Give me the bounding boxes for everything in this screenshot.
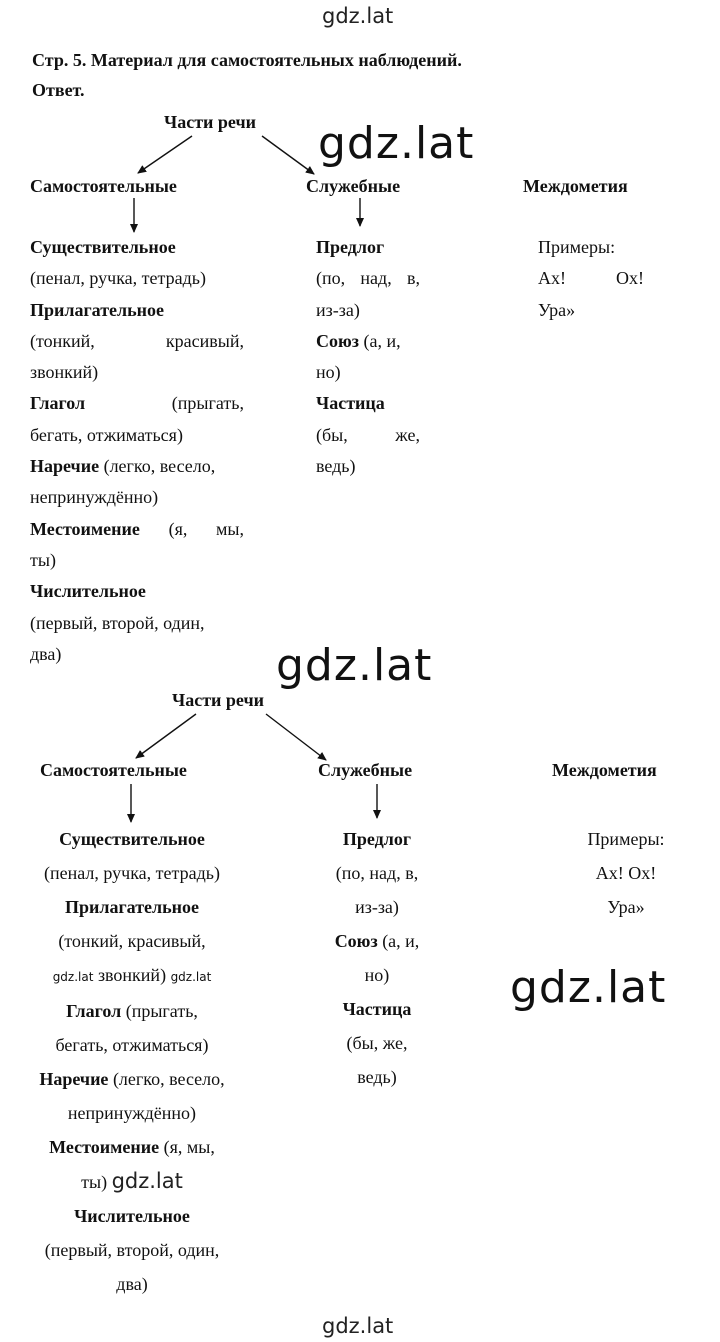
diagram2-preposition-example-line1: (по, над, в,	[335, 863, 419, 883]
watermark-large-1: gdz.lat	[318, 118, 475, 169]
diagram2-numeral-example-line2: два)	[116, 1274, 148, 1294]
diagram1-verb-example: бегать, отжиматься)	[30, 424, 183, 445]
diagram1-conjunction-example: но)	[316, 362, 341, 383]
diagram1-adverb-example: непринуждённо)	[30, 487, 159, 508]
diagram1-adjective-example-line2: звонкий)	[30, 362, 99, 383]
diagram1-preposition-example-line2: из-за)	[316, 299, 360, 320]
diagram2-service-list	[314, 822, 440, 1094]
diagram2-verb-example: бегать, отжиматься)	[55, 1035, 209, 1055]
diagram1-particle: Частица	[316, 393, 385, 414]
diagram1-interjections-list	[538, 232, 644, 326]
watermark-top: gdz.lat	[322, 4, 394, 28]
diagram2-examples-line1: Ах! Ох!	[595, 863, 657, 883]
diagram2-noun-example: (пенал, ручка, тетрадь)	[44, 863, 220, 883]
diagram1-numeral-example-line2: два)	[30, 643, 62, 664]
diagram1-preposition-example-line1: (по, над, в,	[316, 268, 420, 289]
diagram2-particle-example-line2: ведь)	[357, 1067, 397, 1087]
diagram2-adverb-example: непринуждённо)	[67, 1103, 197, 1123]
diagram2-preposition: Предлог	[342, 829, 412, 849]
diagram1-independent-list	[30, 232, 244, 670]
watermark-large-3: gdz.lat	[510, 962, 667, 1013]
diagram1-conjunction: Союз (а, и,	[316, 330, 401, 351]
diagram1-interjections-title: Междометия	[523, 176, 628, 196]
diagram2-interjections-list	[566, 822, 686, 924]
diagram2-examples-line2: Ура»	[607, 897, 645, 917]
diagram1-particle-example-line2: ведь)	[316, 456, 356, 477]
diagram1-root: Части речи	[164, 112, 256, 132]
diagram2-independent-list	[10, 822, 254, 1301]
diagram2-examples-label: Примеры:	[587, 829, 665, 849]
diagram1-examples-line2: Ура»	[538, 299, 576, 320]
diagram1-adjective-example-line1: (тонкий, красивый,	[30, 330, 244, 351]
diagram1-noun-example: (пенал, ручка, тетрадь)	[30, 268, 206, 289]
diagram2-conjunction-example: но)	[364, 965, 390, 985]
diagram2-particle-example-line1: (бы, же,	[346, 1033, 408, 1053]
diagram2-numeral-example-line1: (первый, второй, один,	[44, 1240, 220, 1260]
diagram1-service-list	[316, 232, 420, 482]
arrow-root-to-service-2	[266, 714, 326, 760]
diagram1-pronoun: Местоимение (я, мы,	[30, 518, 244, 539]
diagram2-preposition-example-line2: из-за)	[355, 897, 399, 917]
diagram1-numeral-example-line1: (первый, второй, один,	[30, 612, 205, 633]
diagram2-conjunction: Союз (а, и,	[334, 931, 420, 951]
diagram2-root: Части речи	[172, 690, 264, 710]
diagram2-adjective: Прилагательное	[65, 897, 199, 917]
watermark-large-2: gdz.lat	[276, 640, 433, 691]
diagram1-adjective: Прилагательное	[30, 299, 164, 320]
arrow-root-to-service-1	[262, 136, 314, 174]
diagram2-noun: Существительное	[59, 829, 205, 849]
diagram2-interjections-title: Междометия	[552, 760, 657, 780]
diagram2-adjective-example-line1: (тонкий, красивый,	[58, 931, 206, 951]
diagram1-adverb: Наречие (легко, весело,	[30, 456, 216, 477]
answer-label: Ответ.	[32, 80, 85, 100]
diagram2-particle: Частица	[342, 999, 412, 1019]
arrow-root-to-independent-2	[136, 714, 196, 758]
diagram2-pronoun: Местоимение (я, мы,	[49, 1137, 215, 1157]
diagram1-examples-label: Примеры:	[538, 237, 616, 257]
diagram2-independent-title: Самостоятельные	[40, 760, 187, 780]
diagram2-adverb: Наречие (легко, весело,	[39, 1069, 225, 1089]
diagram1-preposition: Предлог	[316, 237, 385, 257]
diagram2-pronoun-example: ты) gdz.lat	[81, 1169, 183, 1193]
diagram2-service-title: Служебные	[318, 760, 413, 780]
diagram1-particle-example-line1: (бы, же,	[316, 424, 420, 445]
diagram1-numeral: Числительное	[30, 581, 146, 602]
diagram2-verb: Глагол (прыгать,	[66, 1001, 198, 1021]
page-title: Стр. 5. Материал для самостоятельных наблюдений.	[32, 50, 462, 70]
diagram1-independent-title: Самостоятельные	[30, 176, 177, 196]
diagram2-adjective-example-line2: gdz.lat звонкий) gdz.lat	[52, 965, 212, 985]
watermark-bottom: gdz.lat	[322, 1314, 394, 1338]
diagram1-pronoun-example: ты)	[30, 549, 56, 570]
diagram1-service-title: Служебные	[306, 176, 401, 196]
diagram1-verb: Глагол (прыгать,	[30, 393, 244, 414]
diagram1-noun: Существительное	[30, 237, 176, 257]
diagram1-examples-line1: Ах! Ох!	[538, 268, 644, 289]
diagram2-numeral: Числительное	[74, 1206, 190, 1226]
arrow-root-to-independent-1	[138, 136, 192, 173]
